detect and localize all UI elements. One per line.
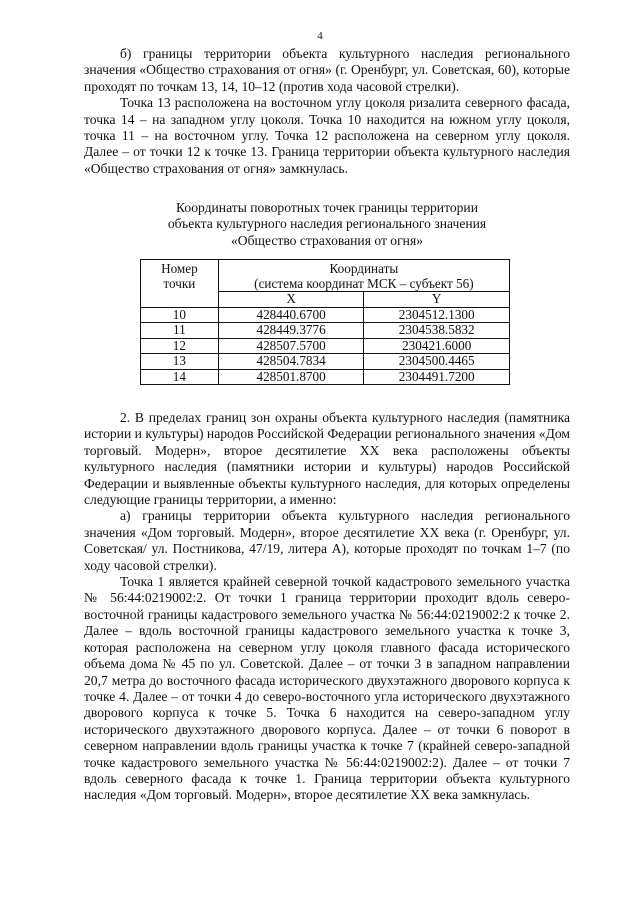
page-number: 4 xyxy=(317,30,323,42)
table-row xyxy=(141,307,510,323)
cell-x: 428504.7834 xyxy=(218,354,364,370)
header-coordinates-line-2: (система координат МСК – субъект 56) xyxy=(254,275,474,291)
cell-x: 428449.3776 xyxy=(218,323,364,339)
header-point-line-2: точки xyxy=(163,275,196,291)
header-coordinates xyxy=(218,260,509,292)
cell-x: 428440.6700 xyxy=(218,307,364,323)
section-b xyxy=(84,46,570,177)
cell-point: 11 xyxy=(141,323,219,339)
section-2 xyxy=(84,410,570,804)
table-row xyxy=(141,338,510,354)
section-2-item-a: а) границы территории объекта культурного наследия регионального значения «Дом торговый. Модерн», второе десятилетие XX века (г. Оренбург, ул. Советская/ ул. Постникова, 47/19, литера А), которые проходят по точкам 1–7 (по ходу часовой стрелки). xyxy=(84,508,570,573)
cell-y: 230421.6000 xyxy=(364,338,510,354)
cell-point: 13 xyxy=(141,354,219,370)
section-2-intro: 2. В пределах границ зон охраны объекта культурного наследия (памятника истории и культуры) народов Российской Федерации регионального значения «Дом торговый. Модерн», второе десятилетие XX века расположены объекты культурного наследия (памятники истории и культуры) народов Российской Федерации и выявленные объекты культурного наследия, для которых определены следующие границы территории, а именно: xyxy=(84,410,570,508)
table-caption xyxy=(84,200,570,249)
header-y: Y xyxy=(364,292,510,308)
section-b-description: Точка 13 расположена на восточном углу цоколя ризалита северного фасада, точка 14 – на западном углу цоколя. Точка 10 находится на южном углу цоколя, точка 11 – на восточном углу. Точка 12 расположена на северном углу цоколя. Далее – от точки 12 к точке 13. Граница территории объекта культурного наследия «Общество страхования от огня» замкнулась. xyxy=(84,95,570,176)
cell-point: 12 xyxy=(141,338,219,354)
cell-x: 428507.5700 xyxy=(218,338,364,354)
cell-y: 2304500.4465 xyxy=(364,354,510,370)
section-b-text: б) границы территории объекта культурного наследия регионального значения «Общество страхования от огня» (г. Оренбург, ул. Советская, 60), которые проходят по точкам 13, 14, 10–12 (против хода часовой стрелки). xyxy=(84,46,570,94)
table-row xyxy=(141,369,510,385)
cell-point: 10 xyxy=(141,307,219,323)
table-caption-line-3: «Общество страхования от огня» xyxy=(230,232,424,248)
table-header-row xyxy=(141,260,510,292)
header-point-number xyxy=(141,260,219,308)
cell-y: 2304512.1300 xyxy=(364,307,510,323)
table-caption-line-1: Координаты поворотных точек границы территории xyxy=(176,200,478,215)
cell-y: 2304538.5832 xyxy=(364,323,510,339)
table-row xyxy=(141,323,510,339)
cell-x: 428501.8700 xyxy=(218,369,364,385)
header-point-line-1: Номер xyxy=(161,261,198,276)
table-caption-line-2: объекта культурного наследия регионального значения xyxy=(167,216,487,232)
coordinates-table xyxy=(140,259,510,385)
cell-y: 2304491.7200 xyxy=(364,369,510,385)
header-coordinates-line-1: Координаты xyxy=(329,261,399,276)
section-2-description: Точка 1 является крайней северной точкой кадастрового земельного участка № 56:44:0219002:2. От точки 1 граница территории проходит вдоль северо-восточной границы кадастрового земельного участка № 56:44:0219002:2 к точке 2. Далее – вдоль восточной границы кадастрового земельного участка к точке 3, которая расположена на северном углу цоколя главного фасада исторического объема дома № 45 по ул. Советской. Далее – от точки 3 в западном направлении 20,7 метра до восточного фасада исторического двухэтажного дворового корпуса к точке 4. Далее – от точки 4 до северо-восточного угла исторического двухэтажного дворового корпуса к точке 5. Точка 6 находится на северо-западном углу исторического двухэтажного дворового корпуса. Далее – от точки 6 поворот в северном направлении вдоль границы участка к точке 7 (крайней северо-западной точке кадастрового земельного участка № 56:44:0219002:2). Далее – от точки 7 вдоль северного фасада к точке 1. Граница территории объекта культурного наследия «Дом торговый. Модерн», второе десятилетие XX века замкнулась. xyxy=(84,574,570,803)
cell-point: 14 xyxy=(141,369,219,385)
header-x: X xyxy=(218,292,364,308)
table-row xyxy=(141,354,510,370)
